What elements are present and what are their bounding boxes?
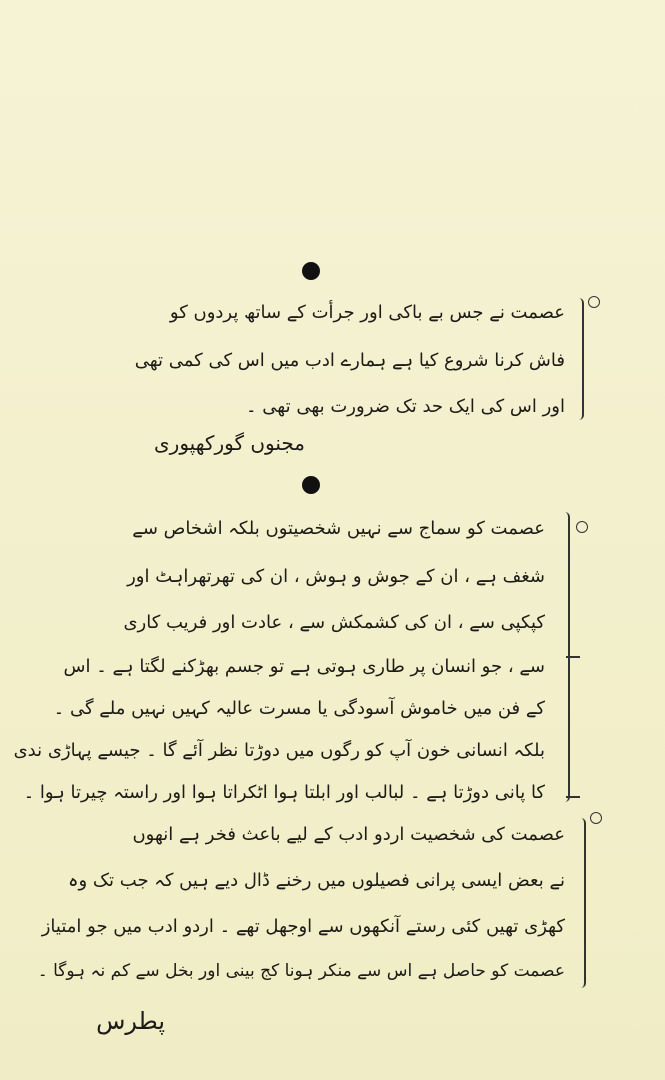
quote2-line-6: بلکہ انسانی خون آپ کو رگوں میں دوڑتا نظر آئے گا ۔ جیسے پہاڑی ندی xyxy=(13,740,545,761)
margin-circle xyxy=(588,296,600,308)
margin-circle xyxy=(576,521,588,533)
quote3-line-1: عصمت کی شخصیت اردو ادب کے لیے باعث فخر ہے انھوں xyxy=(132,824,565,845)
section-bullet xyxy=(302,476,320,494)
quote1-line-2: فاش کرنا شروع کیا ہے ہمارے ادب میں اس کی کمی تھی xyxy=(134,350,565,371)
quote-bracket xyxy=(576,818,586,988)
quote2-line-3: کپکپی سے ، ان کی کشمکش سے ، عادت اور فریب کاری xyxy=(123,612,545,633)
margin-circle xyxy=(590,812,602,824)
quote1-line-3: اور اس کی ایک حد تک ضرورت بھی تھی ۔ xyxy=(246,396,565,417)
quote1-attribution: مجنوں گورکھپوری xyxy=(154,431,305,455)
quote2-line-7: کا پانی دوڑتا ہے ۔ لبالب اور ابلتا ہوا اٹکراتا ہوا اور راستہ چیرتا ہوا ۔ xyxy=(23,782,545,803)
quote3-line-3: کھڑی تھیں کئی رستے آنکھوں سے اوجھل تھے ۔ اردو ادب میں جو امتیاز xyxy=(41,916,565,937)
quote2-line-2: شغف ہے ، ان کے جوش و ہوش ، ان کی تھرتھراہٹ اور xyxy=(127,566,545,587)
quote2-line-4: سے ، جو انسان پر طاری ہوتی ہے تو جسم بھڑکنے لگتا ہے ۔ اس xyxy=(63,656,545,677)
quote3-line-2: نے بعض ایسی پرانی فصیلوں میں رخنے ڈال دیے ہیں کہ جب تک وہ xyxy=(67,870,565,891)
quote3-attribution: پطرس xyxy=(96,1007,165,1035)
section-bullet xyxy=(302,262,320,280)
quote1-line-1: عصمت نے جس بے باکی اور جرأت کے ساتھ پردوں کو xyxy=(169,302,565,323)
quote-bracket xyxy=(560,512,570,802)
quote2-line-1: عصمت کو سماج سے نہیں شخصیتوں بلکہ اشخاص سے xyxy=(132,518,545,539)
quote2-line-5: کے فن میں خاموش آسودگی یا مسرت عالیہ کہیں نہیں ملے گی ۔ xyxy=(53,698,545,719)
quote3-line-4: عصمت کو حاصل ہے اس سے منکر ہونا کج بینی اور بخل سے کم نہ ہوگا ۔ xyxy=(37,961,565,981)
quote-bracket xyxy=(574,298,584,420)
